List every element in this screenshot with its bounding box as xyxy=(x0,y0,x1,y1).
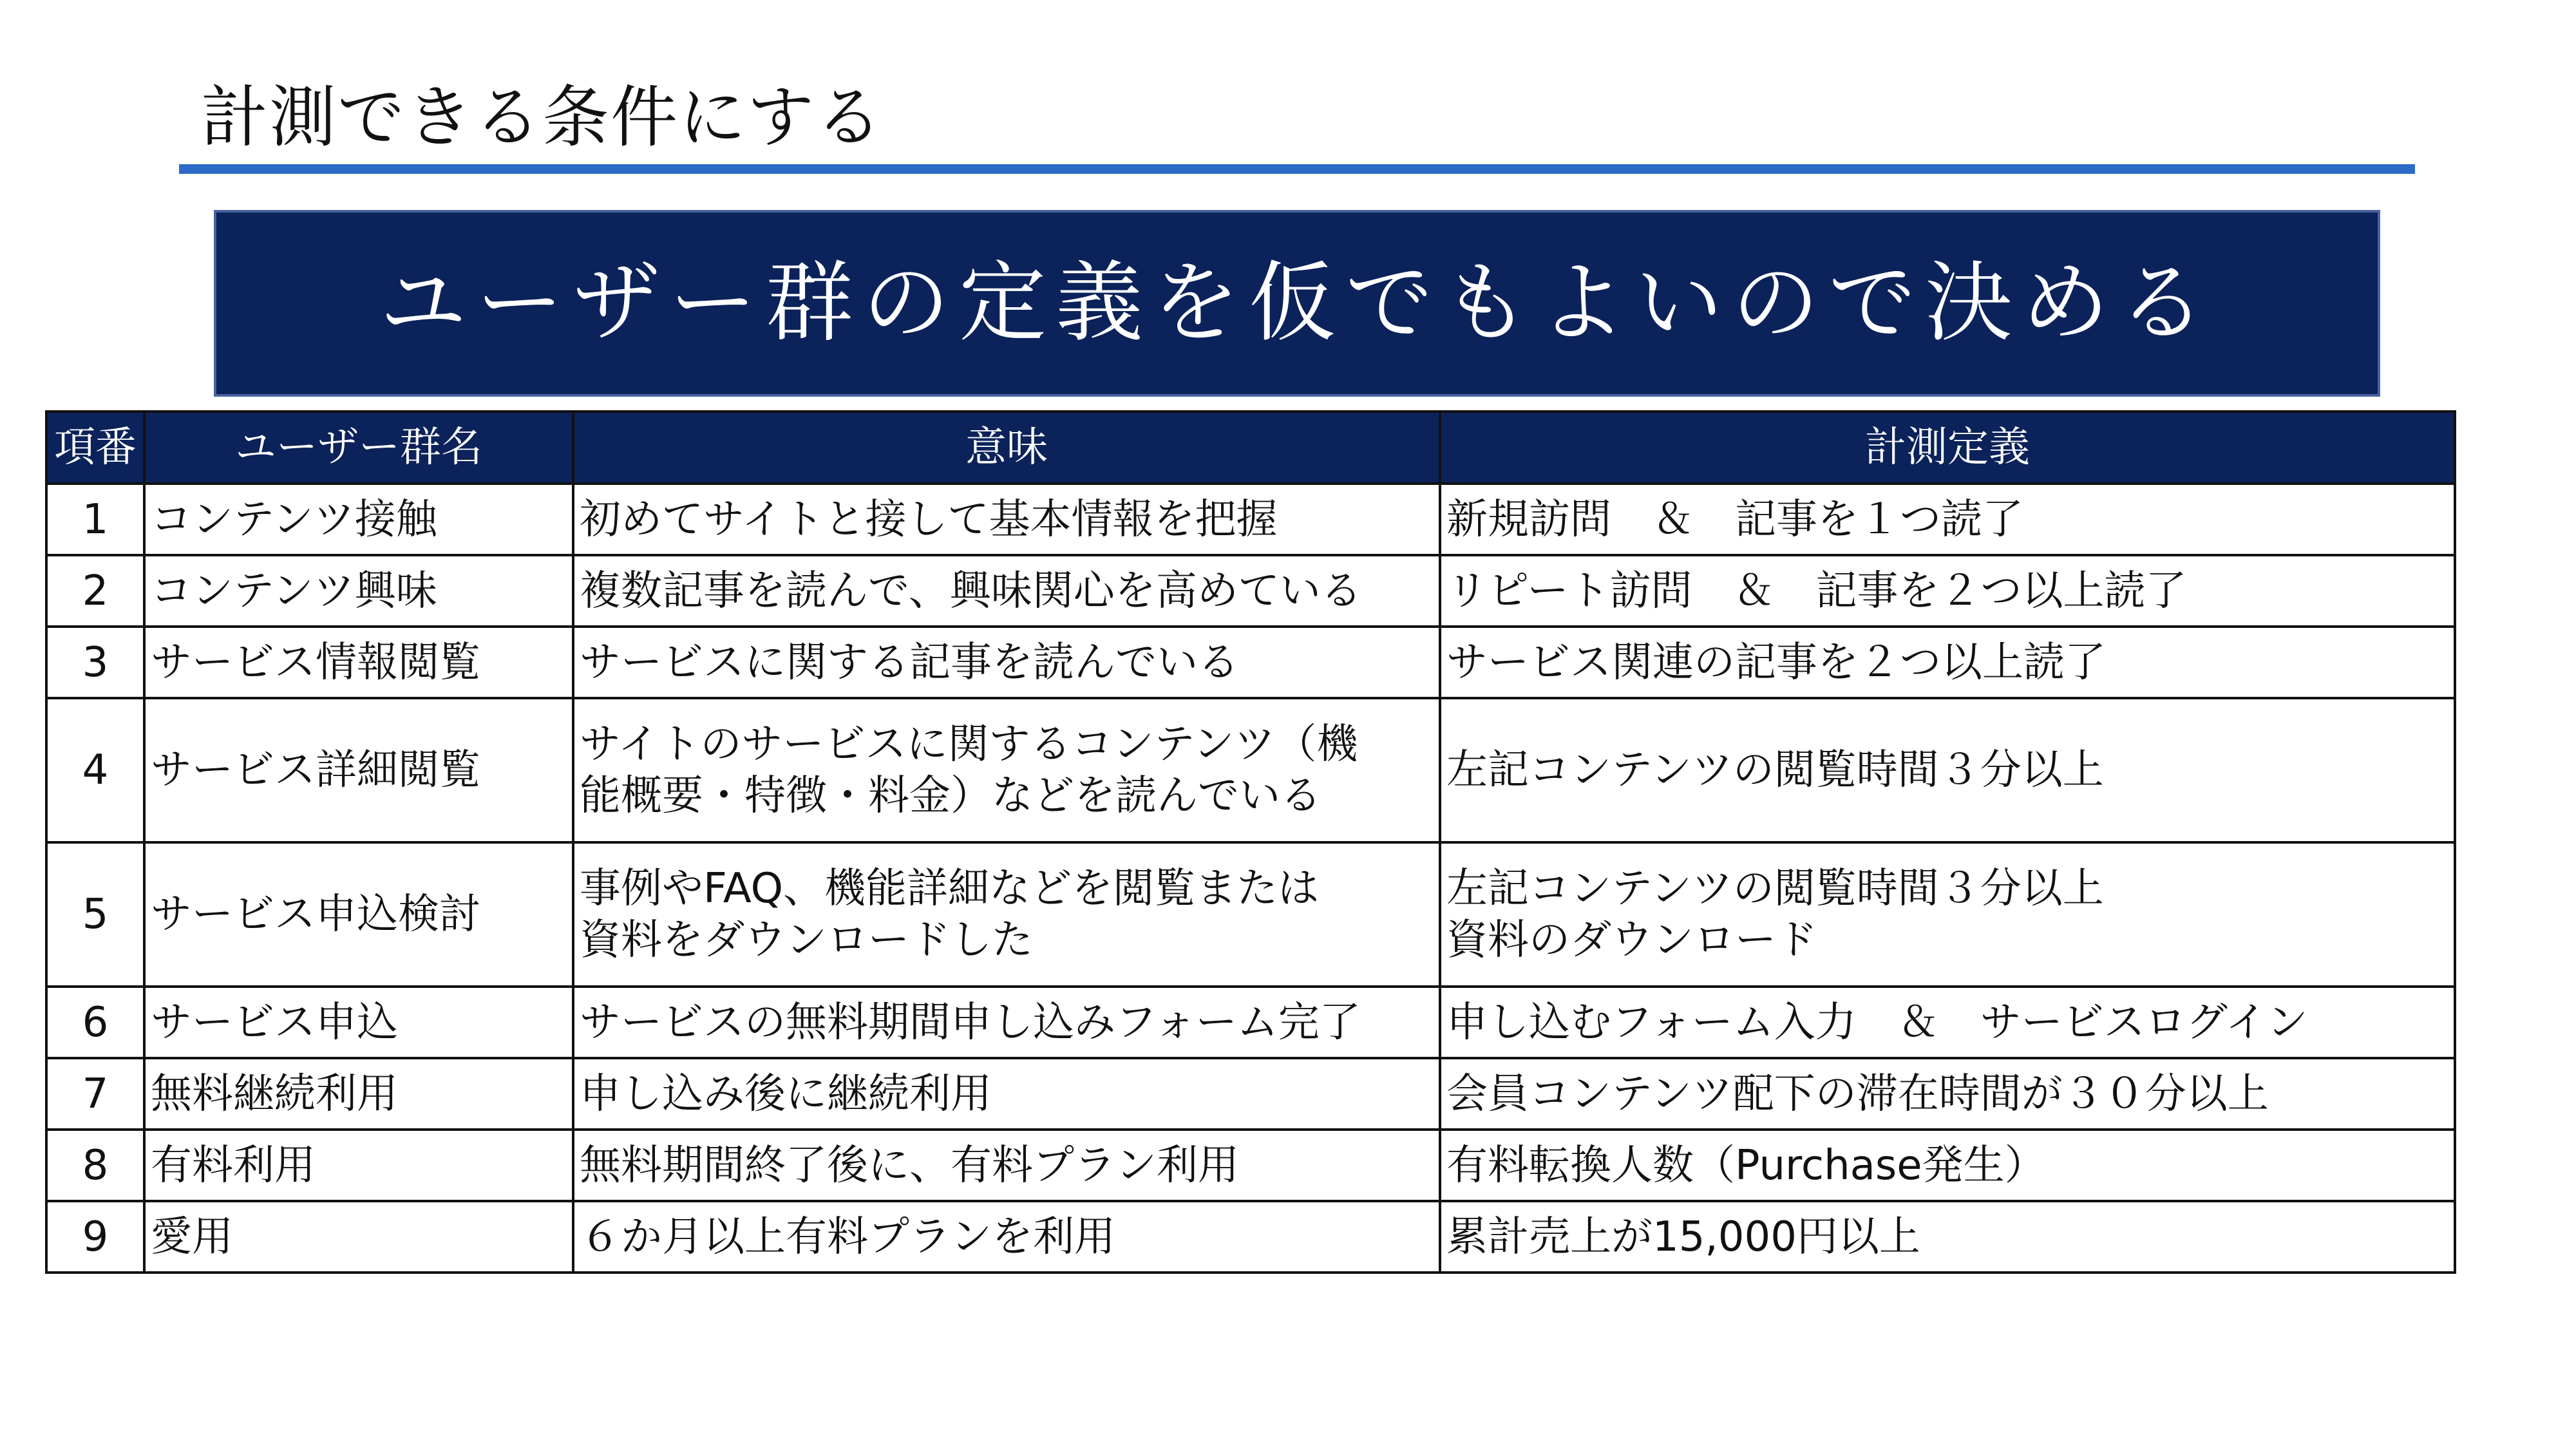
meaning-line: 資料をダウンロードした xyxy=(580,916,1033,964)
row-name: 愛用 xyxy=(144,1201,573,1273)
definition-line: サービス関連の記事を２つ以上読了 xyxy=(1446,638,2106,687)
row-number: 5 xyxy=(46,842,144,987)
row-number: 4 xyxy=(46,698,144,842)
row-meaning xyxy=(573,1058,1440,1130)
meaning-line: サービスの無料期間申し込みフォーム完了 xyxy=(580,998,1361,1046)
meaning-line: サービスに関する記事を読んでいる xyxy=(580,638,1239,687)
row-definition xyxy=(1440,842,2455,987)
row-number: 6 xyxy=(46,987,144,1058)
meaning-line: 事例やFAQ、機能詳細などを閲覧または xyxy=(580,865,1319,913)
row-name: 無料継続利用 xyxy=(144,1058,573,1130)
row-name: サービス申込 xyxy=(144,987,573,1058)
definition-line: リピート訪問 ＆ 記事を２つ以上読了 xyxy=(1446,567,2187,615)
row-definition xyxy=(1440,627,2455,698)
row-definition xyxy=(1440,1201,2455,1273)
page-title: 計測できる条件にする xyxy=(201,78,884,156)
header-number: 項番 xyxy=(46,412,144,484)
title-underline xyxy=(179,164,2415,174)
meaning-line: 能概要・特徴・料金）などを読んでいる xyxy=(580,772,1321,820)
row-name: コンテンツ興味 xyxy=(144,555,573,627)
row-meaning xyxy=(573,987,1440,1058)
table-row xyxy=(46,484,2455,555)
table-header-row xyxy=(46,412,2455,484)
definition-line: 累計売上が15,000円以上 xyxy=(1446,1213,1920,1261)
row-meaning xyxy=(573,698,1440,842)
header-meaning: 意味 xyxy=(573,412,1440,484)
row-name: サービス申込検討 xyxy=(144,842,573,987)
row-number: 8 xyxy=(46,1130,144,1201)
definition-line: 申し込むフォーム入力 ＆ サービスログイン xyxy=(1446,998,2308,1046)
table-row xyxy=(46,1130,2455,1201)
definition-line: 新規訪問 ＆ 記事を１つ読了 xyxy=(1446,495,2023,544)
definition-line: 資料のダウンロード xyxy=(1446,916,1817,964)
table-row xyxy=(46,842,2455,987)
row-name: コンテンツ接触 xyxy=(144,484,573,555)
table-row xyxy=(46,987,2455,1058)
row-definition xyxy=(1440,1058,2455,1130)
row-meaning xyxy=(573,1130,1440,1201)
row-number: 9 xyxy=(46,1201,144,1273)
meaning-line: ６か月以上有料プランを利用 xyxy=(580,1213,1115,1261)
banner xyxy=(214,210,2380,397)
row-number: 2 xyxy=(46,555,144,627)
row-meaning xyxy=(573,555,1440,627)
user-segment-table xyxy=(45,410,2456,1274)
row-number: 3 xyxy=(46,627,144,698)
row-name: サービス情報閲覧 xyxy=(144,627,573,698)
row-meaning xyxy=(573,842,1440,987)
row-number: 1 xyxy=(46,484,144,555)
table-row xyxy=(46,627,2455,698)
row-meaning xyxy=(573,627,1440,698)
table-row xyxy=(46,1058,2455,1130)
table-row xyxy=(46,555,2455,627)
meaning-line: サイトのサービスに関するコンテンツ（機 xyxy=(580,721,1358,768)
meaning-line: 複数記事を読んで、興味関心を高めている xyxy=(580,567,1362,615)
row-name: サービス詳細閲覧 xyxy=(144,698,573,842)
row-definition xyxy=(1440,987,2455,1058)
banner-text: ユーザー群の定義を仮でもよいので決める xyxy=(379,252,2215,354)
definition-line: 左記コンテンツの閲覧時間３分以上 xyxy=(1446,746,2104,794)
row-definition xyxy=(1440,698,2455,842)
table-row xyxy=(46,698,2455,842)
row-number: 7 xyxy=(46,1058,144,1130)
table-row xyxy=(46,1201,2455,1273)
row-definition xyxy=(1440,1130,2455,1201)
row-definition xyxy=(1440,484,2455,555)
meaning-line: 初めてサイトと接して基本情報を把握 xyxy=(580,495,1278,544)
definition-line: 左記コンテンツの閲覧時間３分以上 xyxy=(1446,865,2104,913)
header-name: ユーザー群名 xyxy=(144,412,573,484)
header-definition: 計測定義 xyxy=(1440,412,2455,484)
meaning-line: 無料期間終了後に、有料プラン利用 xyxy=(580,1141,1239,1189)
row-definition xyxy=(1440,555,2455,627)
row-name: 有料利用 xyxy=(144,1130,573,1201)
row-meaning xyxy=(573,1201,1440,1273)
definition-line: 会員コンテンツ配下の滞在時間が３０分以上 xyxy=(1446,1070,2269,1118)
row-meaning xyxy=(573,484,1440,555)
definition-line: 有料転換人数（Purchase発生） xyxy=(1446,1141,2046,1189)
meaning-line: 申し込み後に継続利用 xyxy=(580,1070,992,1118)
